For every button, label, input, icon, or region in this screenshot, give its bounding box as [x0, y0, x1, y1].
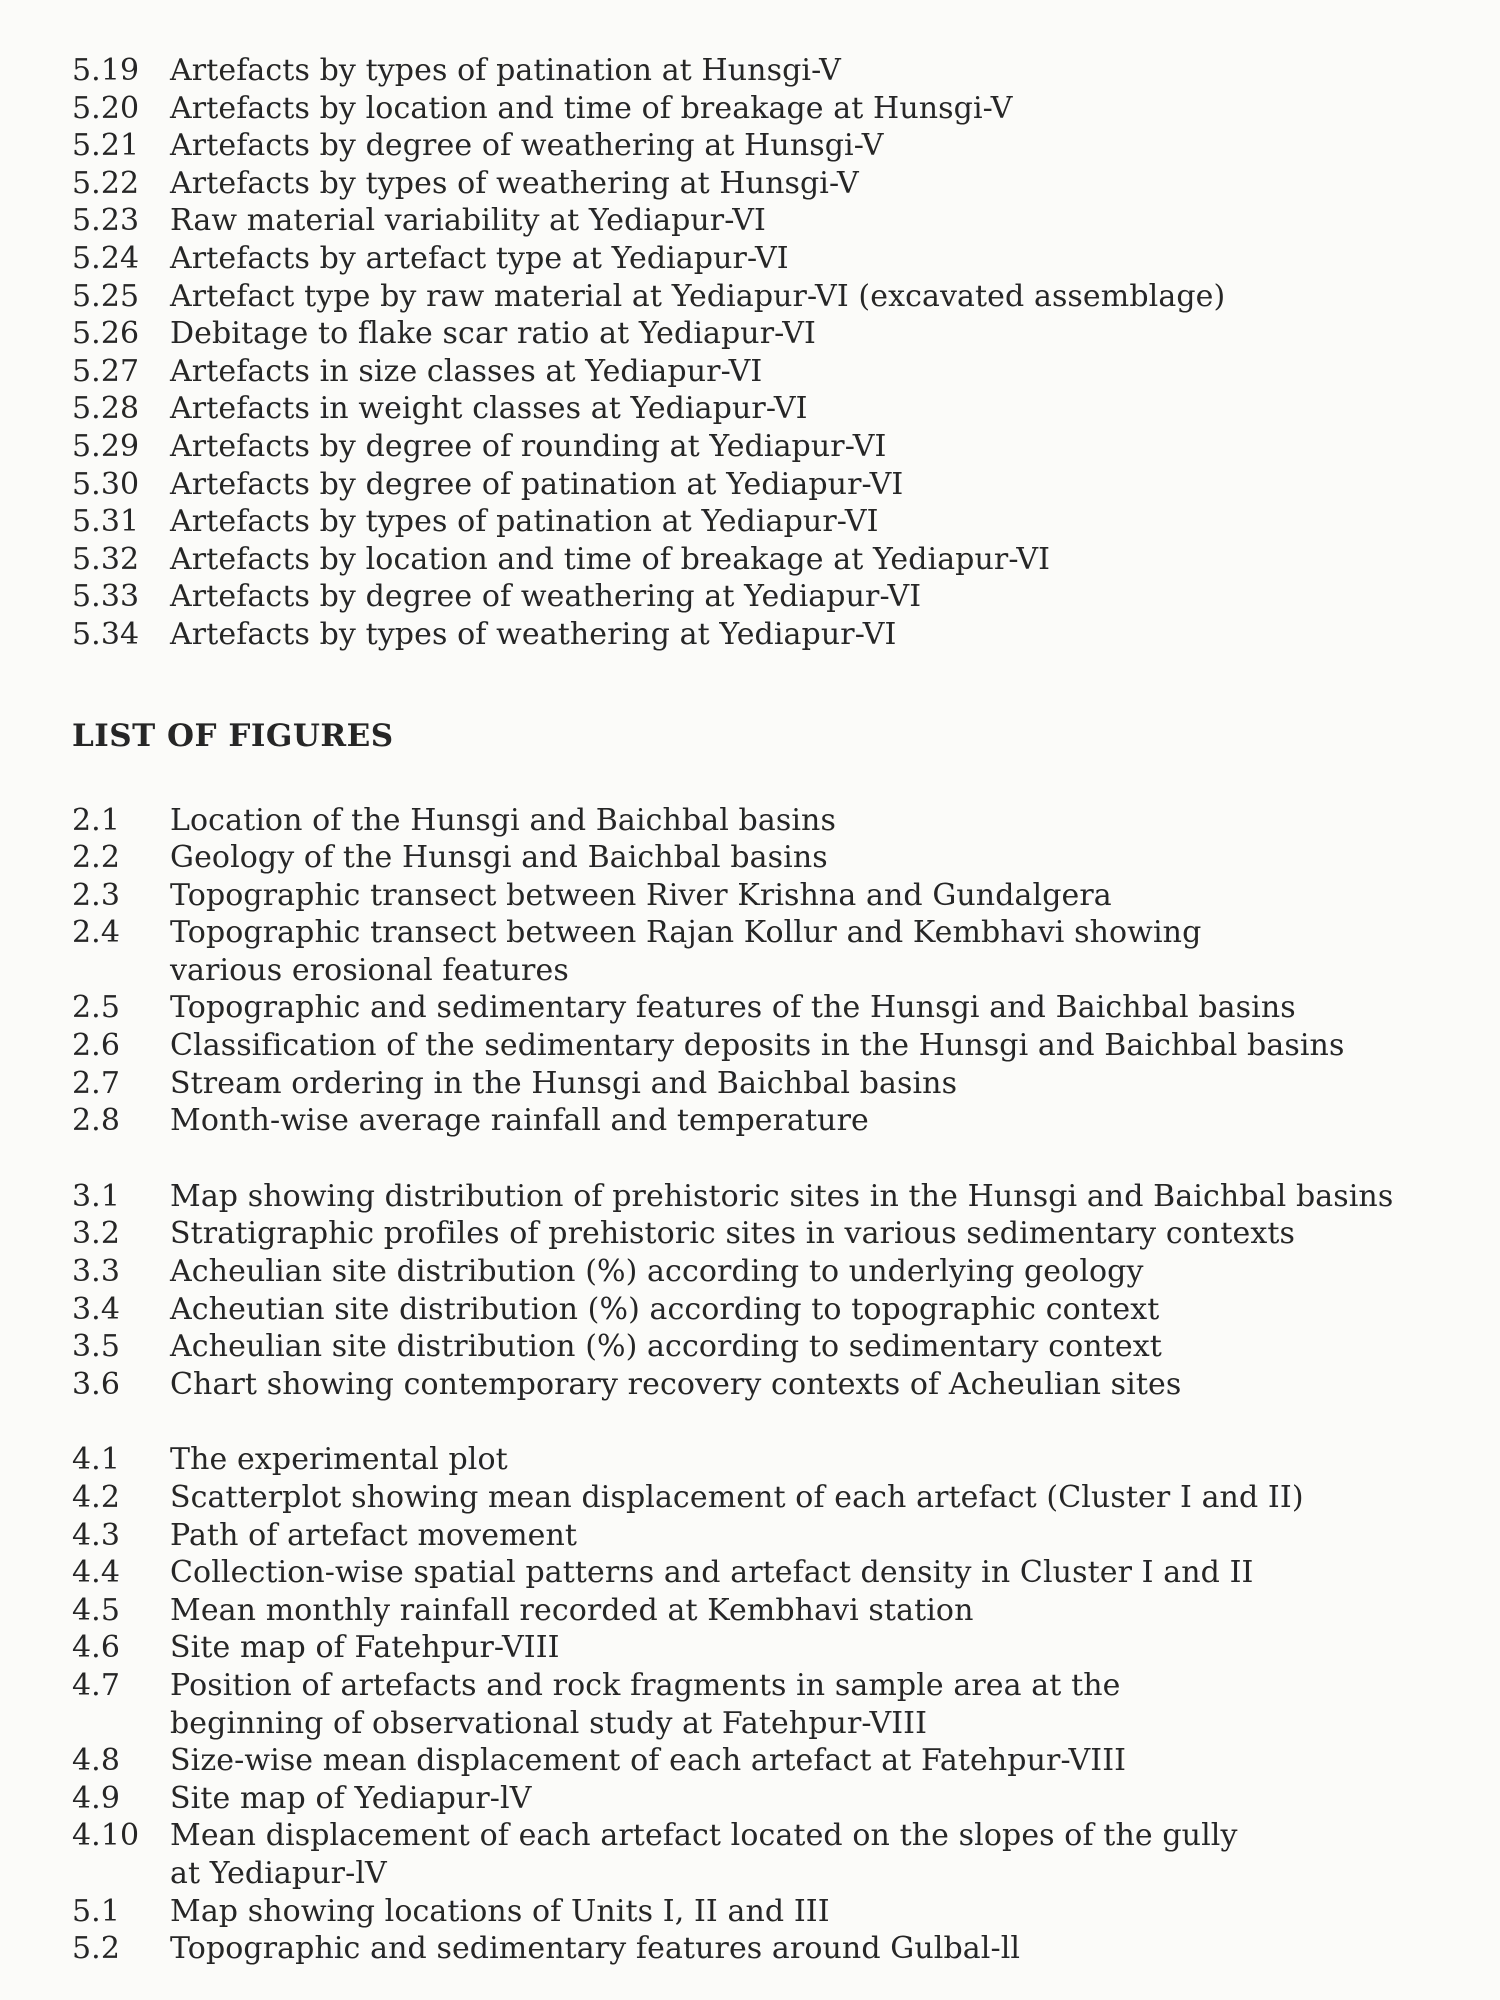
list-item	[72, 616, 1460, 654]
entry-number: 4.1	[72, 1442, 121, 1478]
list-item	[72, 428, 1460, 466]
entry-number: 2.1	[72, 802, 121, 838]
entry-title: Classification of the sedimentary deposits in the Hunsgi and Baichbal basins	[170, 1028, 1345, 1064]
entry-number: 5.24	[72, 240, 140, 276]
list-item	[72, 52, 1460, 90]
list-item	[72, 240, 1460, 278]
entry-number: 5.34	[72, 616, 140, 652]
list-item	[72, 802, 1460, 840]
entry-title: Topographic transect between Rajan Kollur and Kembhavi showing various erosional features	[170, 915, 1212, 988]
entry-number: 2.4	[72, 915, 121, 951]
entry-number: 4.10	[72, 1818, 140, 1854]
list-item	[72, 1629, 1460, 1667]
figures-group-3	[72, 1178, 1460, 1404]
entry-number: 4.7	[72, 1667, 121, 1703]
entry-number: 2.8	[72, 1103, 121, 1139]
list-item	[72, 1517, 1460, 1555]
tables-list	[72, 52, 1460, 654]
entry-title: Acheutian site distribution (%) according to topographic context	[170, 1291, 1160, 1327]
list-item	[72, 1102, 1460, 1140]
list-item	[72, 466, 1460, 504]
list-item	[72, 278, 1460, 316]
entry-number: 3.2	[72, 1216, 121, 1252]
list-item	[72, 1253, 1460, 1291]
entry-title: Acheulian site distribution (%) according to underlying geology	[170, 1254, 1144, 1290]
entry-title: Site map of Fatehpur-VIII	[170, 1630, 560, 1666]
entry-title: Map showing locations of Units I, II and III	[170, 1893, 830, 1929]
list-item	[72, 1930, 1460, 1968]
figures-group-4-5	[72, 1441, 1460, 1967]
entry-number: 2.6	[72, 1028, 121, 1064]
entry-title: Map showing distribution of prehistoric sites in the Hunsgi and Baichbal basins	[170, 1178, 1394, 1214]
entry-number: 3.3	[72, 1254, 121, 1290]
entry-title: Site map of Yediapur-lV	[170, 1780, 532, 1816]
list-item	[72, 1742, 1460, 1780]
list-item	[72, 315, 1460, 353]
list-item	[72, 1291, 1460, 1329]
entry-number: 5.21	[72, 128, 140, 164]
entry-number: 5.26	[72, 316, 140, 352]
entry-number: 4.5	[72, 1592, 121, 1628]
list-item	[72, 1479, 1460, 1517]
list-item	[72, 165, 1460, 203]
entry-number: 5.23	[72, 203, 140, 239]
entry-number: 4.2	[72, 1480, 121, 1515]
list-item	[72, 390, 1460, 428]
entry-number: 5.2	[72, 1931, 121, 1967]
list-item	[72, 1780, 1460, 1818]
entry-number: 5.27	[72, 353, 140, 389]
entry-title: Mean monthly rainfall recorded at Kembhavi station	[170, 1592, 974, 1628]
list-item	[72, 127, 1460, 165]
entry-title: Artefact type by raw material at Yediapur-VI (excavated assemblage)	[170, 278, 1226, 314]
entry-title: Mean displacement of each artefact located on the slopes of the gully at Yediapur-lV	[170, 1818, 1248, 1891]
entry-title: Acheulian site distribution (%) according to sedimentary context	[170, 1329, 1162, 1365]
entry-title: Artefacts in size classes at Yediapur-VI	[170, 353, 763, 389]
list-item	[72, 1328, 1460, 1366]
entry-title: Artefacts by degree of patination at Yediapur-VI	[170, 466, 904, 502]
entry-title: Artefacts by location and time of breakage at Yediapur-VI	[170, 541, 1051, 577]
entry-number: 5.1	[72, 1893, 121, 1929]
entry-number: 4.6	[72, 1630, 121, 1666]
section-heading: LIST OF FIGURES	[72, 717, 394, 754]
entry-number: 3.5	[72, 1329, 121, 1365]
entry-title: Path of artefact movement	[170, 1517, 578, 1553]
entry-title: Geology of the Hunsgi and Baichbal basins	[170, 840, 828, 876]
list-item	[72, 353, 1460, 391]
entry-title: Debitage to flake scar ratio at Yediapur-VI	[170, 316, 816, 352]
entry-title: Scatterplot showing mean displacement of each artefact (Cluster I and II)	[170, 1480, 1304, 1515]
entry-title: Artefacts by types of patination at Hunsgi-V	[170, 53, 841, 88]
list-item	[72, 839, 1460, 877]
entry-number: 5.20	[72, 90, 140, 126]
entry-title: Raw material variability at Yediapur-VI	[170, 203, 767, 239]
entry-number: 2.2	[72, 840, 121, 876]
entry-title: Month-wise average rainfall and temperature	[170, 1103, 869, 1139]
figures-group-2	[72, 802, 1460, 1140]
entry-title: Artefacts in weight classes at Yediapur-VI	[170, 391, 808, 427]
entry-title: Topographic transect between River Krishna and Gundalgera	[170, 877, 1112, 913]
entry-number: 2.5	[72, 990, 121, 1026]
list-item	[72, 1065, 1460, 1103]
list-item	[72, 503, 1460, 541]
entry-number: 2.3	[72, 877, 121, 913]
list-item	[72, 1554, 1460, 1592]
group-spacer	[72, 1140, 1460, 1178]
list-item	[72, 202, 1460, 240]
list-item	[72, 541, 1460, 579]
list-item	[72, 1667, 1460, 1742]
entry-title: Collection-wise spatial patterns and artefact density in Cluster I and II	[170, 1555, 1254, 1591]
list-item	[72, 1893, 1460, 1931]
entry-number: 5.29	[72, 428, 140, 464]
list-item	[72, 1441, 1460, 1479]
list-item	[72, 1817, 1460, 1892]
entry-number: 3.4	[72, 1291, 121, 1327]
list-item	[72, 877, 1460, 915]
entry-number: 5.22	[72, 165, 140, 201]
list-item	[72, 1178, 1460, 1216]
entry-title: Artefacts by types of weathering at Hunsgi-V	[170, 165, 859, 201]
entry-number: 5.31	[72, 504, 140, 540]
list-item	[72, 989, 1460, 1027]
entry-number: 2.7	[72, 1065, 121, 1101]
entry-number: 3.6	[72, 1366, 121, 1402]
list-item	[72, 90, 1460, 128]
entry-number: 5.33	[72, 579, 140, 615]
entry-title: Stratigraphic profiles of prehistoric sites in various sedimentary contexts	[170, 1216, 1296, 1252]
entry-title: Position of artefacts and rock fragments in sample area at the beginning of observational study at Fatehpur-VIII	[170, 1667, 1131, 1741]
entry-title: Chart showing contemporary recovery contexts of Acheulian sites	[170, 1366, 1182, 1402]
entry-title: Location of the Hunsgi and Baichbal basins	[170, 802, 836, 838]
group-spacer	[72, 1403, 1460, 1441]
list-item	[72, 1366, 1460, 1404]
list-item	[72, 1215, 1460, 1253]
entry-title: Topographic and sedimentary features of the Hunsgi and Baichbal basins	[170, 990, 1296, 1026]
entry-number: 5.32	[72, 541, 140, 577]
entry-title: Artefacts by artefact type at Yediapur-VI	[170, 240, 789, 276]
entry-title: Artefacts by location and time of breakage at Hunsgi-V	[170, 90, 1013, 126]
entry-number: 3.1	[72, 1178, 121, 1214]
entry-title: Artefacts by degree of rounding at Yediapur-VI	[170, 428, 887, 464]
entry-title: The experimental plot	[170, 1442, 508, 1478]
entry-title: Artefacts by types of patination at Yediapur-VI	[170, 504, 879, 540]
entry-number: 4.8	[72, 1743, 121, 1779]
entry-title: Artefacts by degree of weathering at Yediapur-VI	[170, 579, 922, 615]
entry-title: Topographic and sedimentary features around Gulbal-ll	[170, 1931, 1021, 1967]
entry-number: 4.9	[72, 1780, 121, 1816]
entry-title: Artefacts by types of weathering at Yediapur-VI	[170, 616, 897, 652]
entry-number: 5.19	[72, 53, 140, 88]
list-item	[72, 914, 1460, 989]
list-item	[72, 578, 1460, 616]
entry-title: Size-wise mean displacement of each artefact at Fatehpur-VIII	[170, 1743, 1127, 1779]
list-item	[72, 1027, 1460, 1065]
entry-number: 4.4	[72, 1555, 121, 1591]
entry-number: 4.3	[72, 1517, 121, 1553]
entry-number: 5.25	[72, 278, 140, 314]
entry-title: Artefacts by degree of weathering at Hunsgi-V	[170, 128, 884, 164]
entry-title: Stream ordering in the Hunsgi and Baichbal basins	[170, 1065, 958, 1101]
entry-number: 5.30	[72, 466, 140, 502]
entry-number: 5.28	[72, 391, 140, 427]
list-item	[72, 1592, 1460, 1630]
